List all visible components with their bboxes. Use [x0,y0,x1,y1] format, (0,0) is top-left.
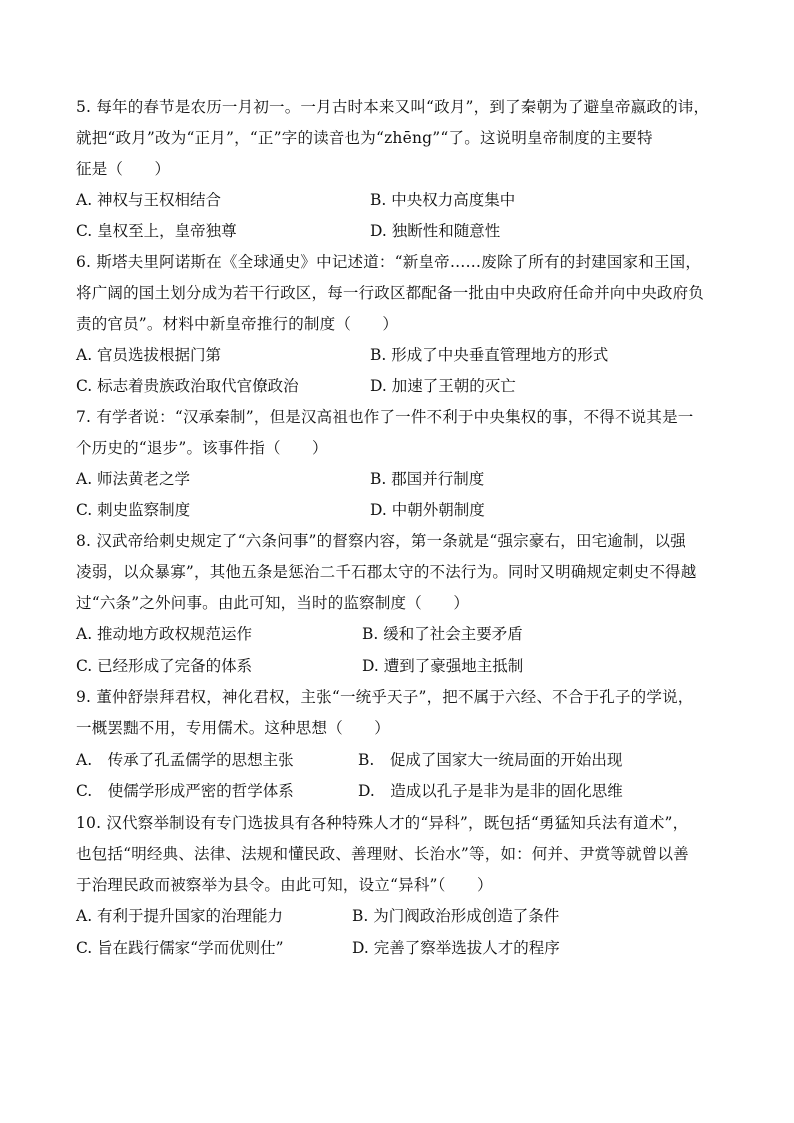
question-6-option-b[interactable]: B. 形成了中央垂直管理地方的形式 [370,346,609,364]
question-5-option-a[interactable]: A. 神权与王权相结合 [76,191,222,209]
question-8-stem-line-2: 凌弱，以众暴寡”，其他五条是惩治二千石郡太守的不法行为。同时又明确规定刺史不得越 [76,563,697,581]
question-5-stem-line-3: 征是（ ） [76,160,171,178]
question-5-option-b[interactable]: B. 中央权力高度集中 [370,191,516,209]
question-7-option-b[interactable]: B. 郡国并行制度 [370,470,485,488]
question-9-option-b[interactable]: B. 促成了国家大一统局面的开始出现 [358,751,623,769]
question-6-option-a[interactable]: A. 官员选拔根据门第 [76,346,222,364]
question-10-option-b[interactable]: B. 为门阀政治形成创造了条件 [352,907,560,925]
question-6-option-c[interactable]: C. 标志着贵族政治取代官僚政治 [76,377,299,395]
question-8-stem-line-3: 过“六条”之外问事。由此可知，当时的监察制度（ ） [76,594,470,612]
question-10-option-a[interactable]: A. 有利于提升国家的治理能力 [76,907,284,925]
question-5-stem-line-2: 就把“政月”改为“正月”，“正”字的读音也为“zhēng”“了。这说明皇帝制度的主要特 [76,129,653,147]
question-7-option-d[interactable]: D. 中朝外朝制度 [370,501,485,519]
question-6-stem-line-3: 责的官员”。材料中新皇帝推行的制度（ ） [76,315,399,333]
question-7-stem-line-1: 7. 有学者说：“汉承秦制”，但是汉高祖也作了一件不利于中央集权的事，不得不说其是一 [76,408,694,426]
question-5-option-d[interactable]: D. 独断性和随意性 [370,222,501,240]
question-8-stem-line-1: 8. 汉武帝给刺史规定了“六条问事”的督察内容，第一条就是“强宗豪右，田宅逾制，以强 [76,532,686,550]
question-10-stem-line-3: 于治理民政而被察举为县令。由此可知，设立“异科”（ ） [76,876,493,894]
question-9-option-d[interactable]: D. 造成以孔子是非为是非的固化思维 [358,782,623,800]
question-5-stem-line-1: 5. 每年的春节是农历一月初一。一月古时本来又叫“政月”，到了秦朝为了避皇帝嬴政的讳， [76,98,710,116]
question-8-option-a[interactable]: A. 推动地方政权规范运作 [76,625,253,643]
question-8-option-b[interactable]: B. 缓和了社会主要矛盾 [362,625,523,643]
question-10-option-c[interactable]: C. 旨在践行儒家“学而优则仕” [76,939,284,957]
question-10-stem-line-2: 也包括“明经典、法律、法规和懂民政、善理财、长治水”等，如：何并、尹赏等就曾以善 [76,845,689,863]
question-5-option-c[interactable]: C. 皇权至上，皇帝独尊 [76,222,237,240]
question-8-option-d[interactable]: D. 遭到了豪强地主抵制 [362,657,524,675]
question-6-option-d[interactable]: D. 加速了王朝的灭亡 [370,377,516,395]
question-10-stem-line-1: 10. 汉代察举制设有专门选拔具有各种特殊人才的“异科”，既包括“勇猛知兵法有道术”， [76,814,689,832]
question-7-stem-line-2: 个历史的“退步”。该事件指（ ） [76,439,328,457]
question-7-option-a[interactable]: A. 师法黄老之学 [76,470,191,488]
question-9-option-c[interactable]: C. 使儒学形成严密的哲学体系 [76,782,294,800]
question-6-stem-line-1: 6. 斯塔夫里阿诺斯在《全球通史》中记述道：“新皇帝……废除了所有的封建国家和王国， [76,253,702,271]
question-9-stem-line-2: 一概罢黜不用，专用儒术。这种思想（ ） [76,719,391,737]
question-6-stem-line-2: 将广阔的国土划分成为若干行政区，每一行政区都配备一批由中央政府任命并向中央政府负 [76,284,705,302]
question-9-stem-line-1: 9. 董仲舒崇拜君权，神化君权，主张“一统乎天子”，把不属于六经、不合于孔子的学说， [76,688,694,706]
question-9-option-a[interactable]: A. 传承了孔孟儒学的思想主张 [76,751,294,769]
question-8-option-c[interactable]: C. 已经形成了完备的体系 [76,657,253,675]
question-10-option-d[interactable]: D. 完善了察举选拔人才的程序 [352,939,560,957]
question-7-option-c[interactable]: C. 刺史监察制度 [76,501,191,519]
